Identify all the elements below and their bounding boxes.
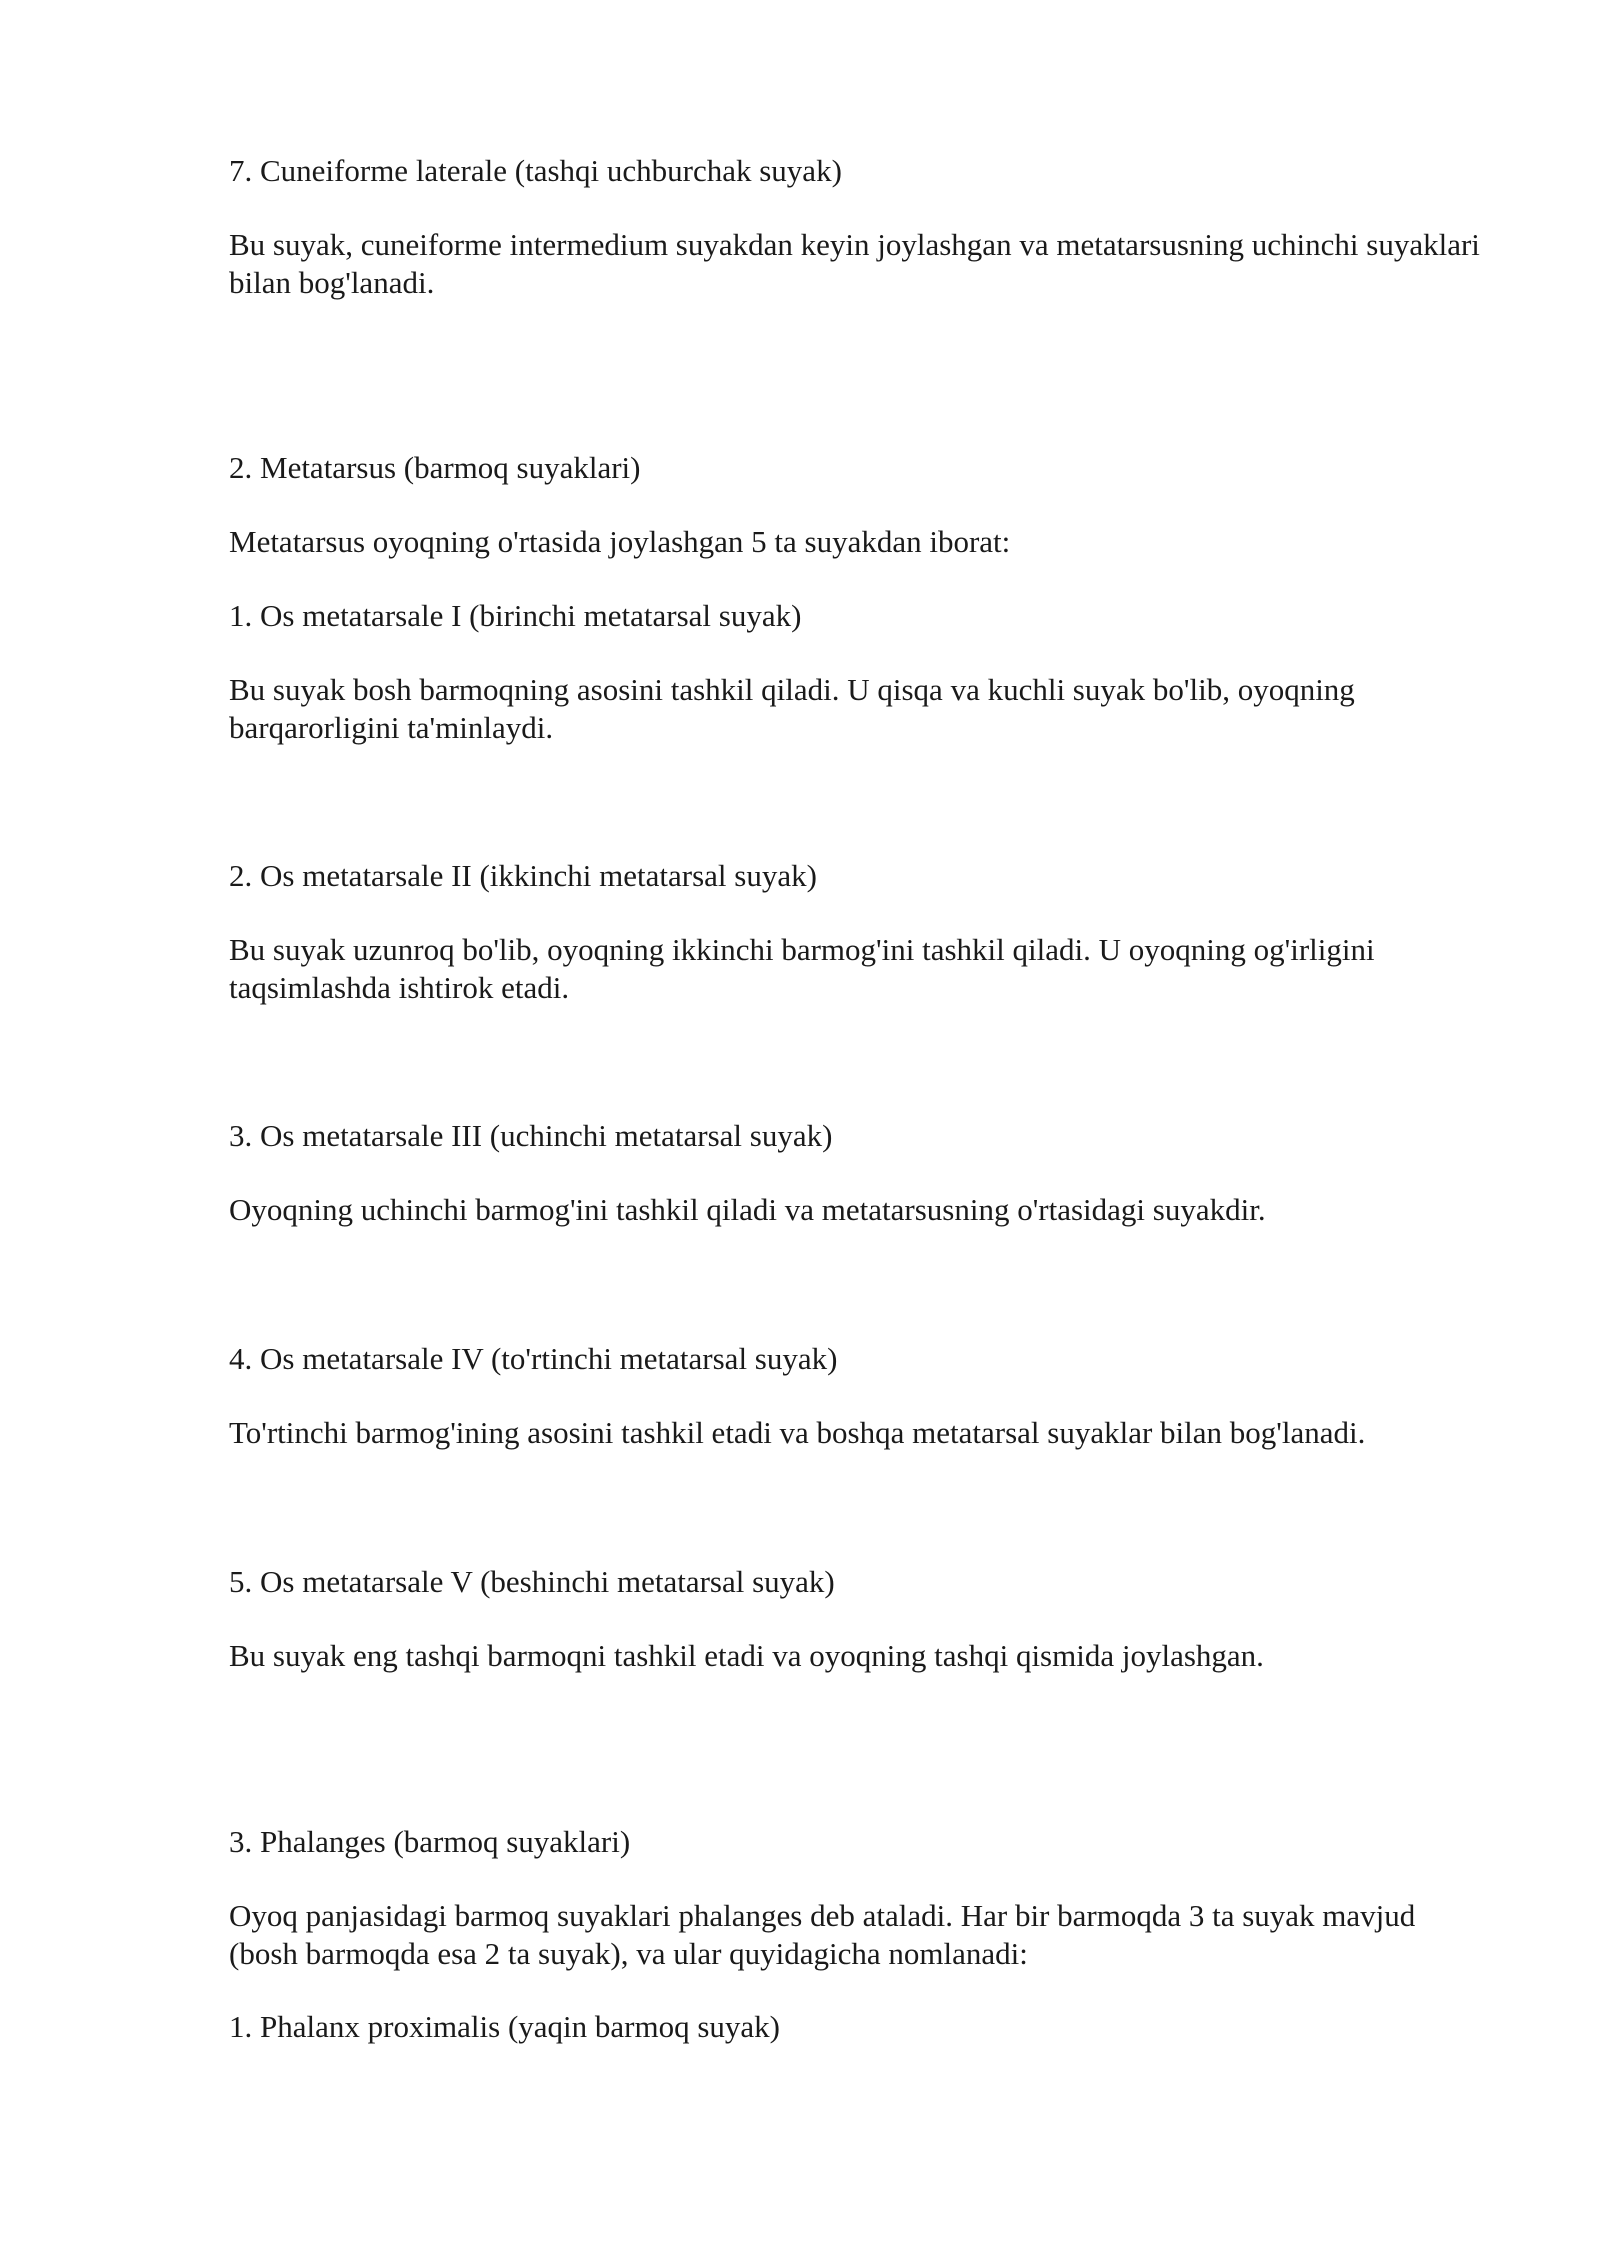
heading-cuneiforme-laterale: 7. Cuneiforme laterale (tashqi uchburchak suyak) — [229, 153, 842, 188]
heading-os-metatarsale-4: 4. Os metatarsale IV (to'rtinchi metatarsal suyak) — [229, 1341, 838, 1376]
heading-os-metatarsale-2: 2. Os metatarsale II (ikkinchi metatarsal suyak) — [229, 858, 817, 893]
para-metatarsus-intro: Metatarsus oyoqning o'rtasida joylashgan 5 ta suyakdan iborat: — [229, 524, 1011, 559]
para-cuneiforme-laterale: Bu suyak, cuneiforme intermedium suyakdan keyin joylashgan va metatarsusning uchinchi suyaklari bilan bog'lanadi. — [229, 227, 1480, 300]
para-os-metatarsale-5: Bu suyak eng tashqi barmoqni tashkil etadi va oyoqning tashqi qismida joylashgan. — [229, 1638, 1264, 1673]
heading-os-metatarsale-3: 3. Os metatarsale III (uchinchi metatarsal suyak) — [229, 1118, 833, 1153]
para-os-metatarsale-4: To'rtinchi barmog'ining asosini tashkil etadi va boshqa metatarsal suyaklar bilan bog'lanadi. — [229, 1415, 1366, 1450]
para-phalanges-intro: Oyoq panjasidagi barmoq suyaklari phalanges deb ataladi. Har bir barmoqda 3 ta suyak mavjud (bosh barmoqda esa 2 ta suyak), va ular quyidagicha nomlanadi: — [229, 1898, 1416, 1971]
para-os-metatarsale-2: Bu suyak uzunroq bo'lib, oyoqning ikkinchi barmog'ini tashkil qiladi. U oyoqning og'irligini taqsimlashda ishtirok etadi. — [229, 932, 1375, 1005]
heading-phalanges: 3. Phalanges (barmoq suyaklari) — [229, 1824, 631, 1859]
heading-phalanx-proximalis: 1. Phalanx proximalis (yaqin barmoq suyak) — [229, 2009, 781, 2044]
para-os-metatarsale-3: Oyoqning uchinchi barmog'ini tashkil qiladi va metatarsusning o'rtasidagi suyakdir. — [229, 1192, 1266, 1227]
heading-os-metatarsale-5: 5. Os metatarsale V (beshinchi metatarsal suyak) — [229, 1564, 835, 1599]
para-os-metatarsale-1: Bu suyak bosh barmoqning asosini tashkil qiladi. U qisqa va kuchli suyak bo'lib, oyoqning barqarorligini ta'minlaydi. — [229, 672, 1355, 745]
heading-os-metatarsale-1: 1. Os metatarsale I (birinchi metatarsal suyak) — [229, 598, 802, 633]
heading-metatarsus: 2. Metatarsus (barmoq suyaklari) — [229, 450, 641, 485]
